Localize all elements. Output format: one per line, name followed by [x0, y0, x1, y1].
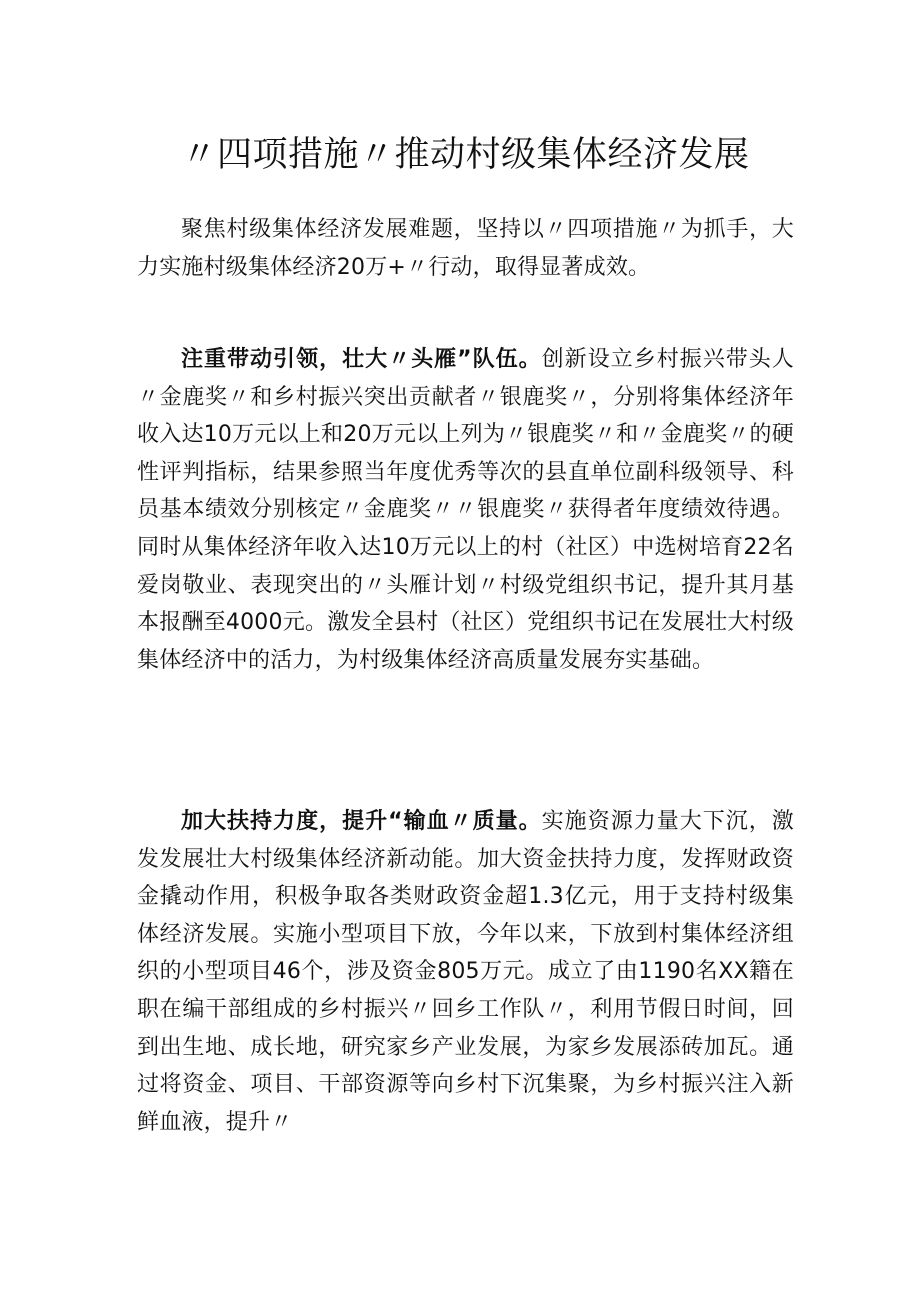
paragraph-lead: 加大扶持力度，提升“输血〃质量。 — [181, 809, 542, 834]
paragraph-body: 聚焦村级集体经济发展难题，坚持以〃四项措施〃为抓手，大力实施村级集体经济20万+〃行动，取得显著成效。 — [137, 217, 794, 280]
document-title: 〃四项措施〃推动村级集体经济发展 — [181, 135, 750, 175]
paragraph-leadership — [137, 341, 794, 679]
paragraph-lead: 注重带动引领，壮大〃头雁”队伍。 — [181, 347, 542, 372]
paragraph-body: 实施资源力量大下沉，激发发展壮大村级集体经济新动能。加大资金扶持力度，发挥财政资金撬动作用，积极争取各类财政资金超1.3亿元，用于支持村级集体经济发展。实施小型项目下放，今年以来，下放到村集体经济组织的小型项目46个，涉及资金805万元。成立了由1190名XX籍在职在编干部组成的乡村振兴〃回乡工作队〃，利用节假日时间，回到出生地、成长地，研究家乡产业发展，为家乡发展添砖加瓦。通过将资金、项目、干部资源等向乡村下沉集聚，为乡村振兴注入新鲜血液，提升〃 — [137, 809, 794, 1135]
paragraph-body: 创新设立乡村振兴带头人〃金鹿奖〃和乡村振兴突出贡献者〃银鹿奖〃，分别将集体经济年收入达10万元以上和20万元以上列为〃银鹿奖〃和〃金鹿奖〃的硬性评判指标，结果参照当年度优秀等次的县直单位副科级领导、科员基本绩效分别核定〃金鹿奖〃〃银鹿奖〃获得者年度绩效待遇。同时从集体经济年收入达10万元以上的村（社区）中选树培育22名爱岗敬业、表现突出的〃头雁计划〃村级党组织书记，提升其月基本报酬至4000元。激发全县村（社区）党组织书记在发展壮大村级集体经济中的活力，为村级集体经济高质量发展夯实基础。 — [137, 347, 794, 673]
paragraph-text — [137, 803, 794, 1141]
paragraph-text — [137, 211, 794, 286]
paragraph-text — [137, 341, 794, 679]
paragraph-intro — [137, 211, 794, 286]
paragraph-support — [137, 803, 794, 1141]
